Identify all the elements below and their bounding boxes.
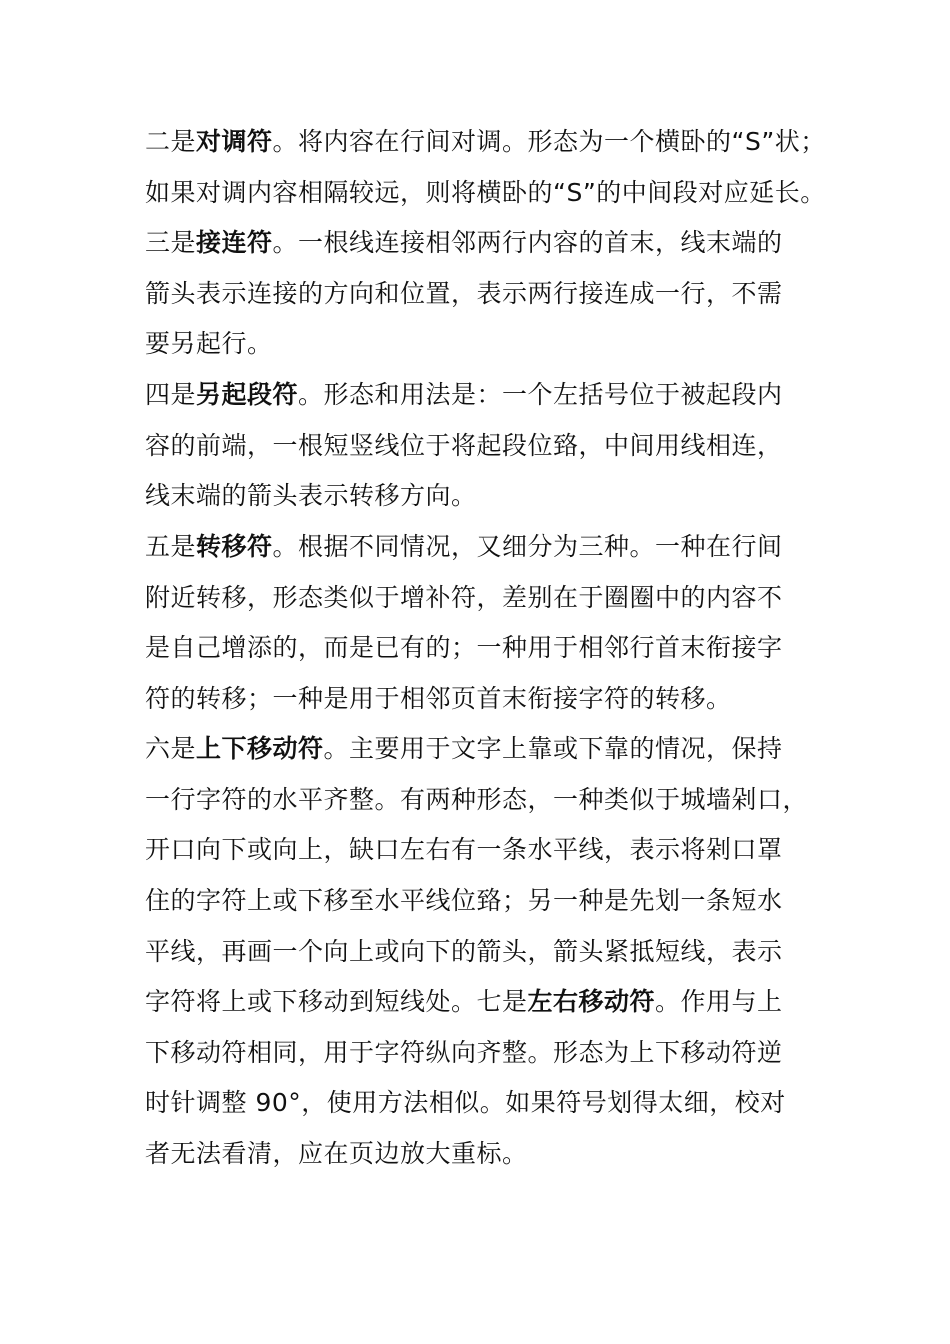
bold-term: 另起段符 — [196, 380, 299, 409]
text-segment: 者无法看清，应在页边放大重标。 — [145, 1139, 528, 1168]
text-segment: 是自己增添的，而是已有的；一种用于相邻行首末衔接字 — [145, 633, 783, 662]
text-line — [145, 175, 826, 211]
text-segment: 平线，再画一个向上或向下的箭头，箭头紧抵短线，表示 — [145, 937, 783, 966]
text-segment: 下移动符相同，用于字符纵向齐整。形态为上下移动符逆 — [145, 1038, 783, 1067]
text-segment: 。一根线连接相邻两行内容的首末，线末端的 — [272, 228, 783, 257]
text-segment: 附近转移，形态类似于增补符，差别在于圈圈中的内容不 — [145, 583, 783, 612]
text-segment: 符的转移；一种是用于相邻页首末衔接字符的转移。 — [145, 684, 732, 713]
text-line — [145, 580, 783, 616]
text-line — [145, 428, 783, 464]
text-segment: 五是 — [145, 532, 197, 561]
text-segment: 开口向下或向上，缺口左右有一条水平线，表示将剁口罩 — [145, 835, 783, 864]
text-segment: 。作用与上 — [655, 987, 783, 1016]
text-segment: 一行字符的水平齐整。有两种形态，一种类似于城墙剁口， — [145, 785, 809, 814]
text-line — [145, 377, 783, 413]
text-segment: 。将内容在行间对调。形态为一个横卧的“S”状； — [272, 127, 826, 156]
text-segment: 时针调整 90°，使用方法相似。如果符号划得太细，校对 — [145, 1088, 786, 1117]
text-line — [145, 731, 783, 767]
text-segment: 六是 — [145, 734, 197, 763]
text-line — [145, 1085, 786, 1121]
text-line — [145, 934, 783, 970]
text-segment: 住的字符上或下移至水平线位臵；另一种是先划一条短水 — [145, 886, 783, 915]
text-segment: 三是 — [145, 228, 197, 257]
text-segment: 容的前端，一根短竖线位于将起段位臵，中间用线相连， — [145, 431, 783, 460]
text-line — [145, 1035, 783, 1071]
text-line — [145, 326, 273, 362]
text-line — [145, 529, 783, 565]
bold-term: 左右移动符 — [527, 987, 656, 1016]
text-line — [145, 782, 808, 818]
text-line — [145, 478, 477, 514]
text-line — [145, 832, 783, 868]
bold-term: 上下移动符 — [196, 734, 324, 763]
text-line — [145, 124, 826, 160]
text-segment: 二是 — [145, 127, 197, 156]
text-segment: 如果对调内容相隔较远，则将横卧的“S”的中间段对应延长。 — [145, 178, 826, 207]
text-line — [145, 630, 783, 666]
text-segment: 四是 — [145, 380, 197, 409]
text-segment: 。主要用于文字上靠或下靠的情况，保持 — [323, 734, 783, 763]
text-segment: 箭头表示连接的方向和位置，表示两行接连成一行，不需 — [145, 279, 783, 308]
bold-term: 接连符 — [196, 228, 273, 257]
text-line — [145, 984, 783, 1020]
text-line — [145, 276, 783, 312]
text-line — [145, 1136, 528, 1172]
text-line — [145, 883, 783, 919]
text-segment: 要另起行。 — [145, 329, 273, 358]
bold-term: 转移符 — [196, 532, 273, 561]
text-line — [145, 681, 732, 717]
text-segment: 字符将上或下移动到短线处。七是 — [145, 987, 528, 1016]
text-segment: 线末端的箭头表示转移方向。 — [145, 481, 477, 510]
text-line — [145, 225, 783, 261]
text-segment: 。形态和用法是：一个左括号位于被起段内 — [298, 380, 783, 409]
text-segment: 。根据不同情况，又细分为三种。一种在行间 — [272, 532, 783, 561]
bold-term: 对调符 — [196, 127, 273, 156]
